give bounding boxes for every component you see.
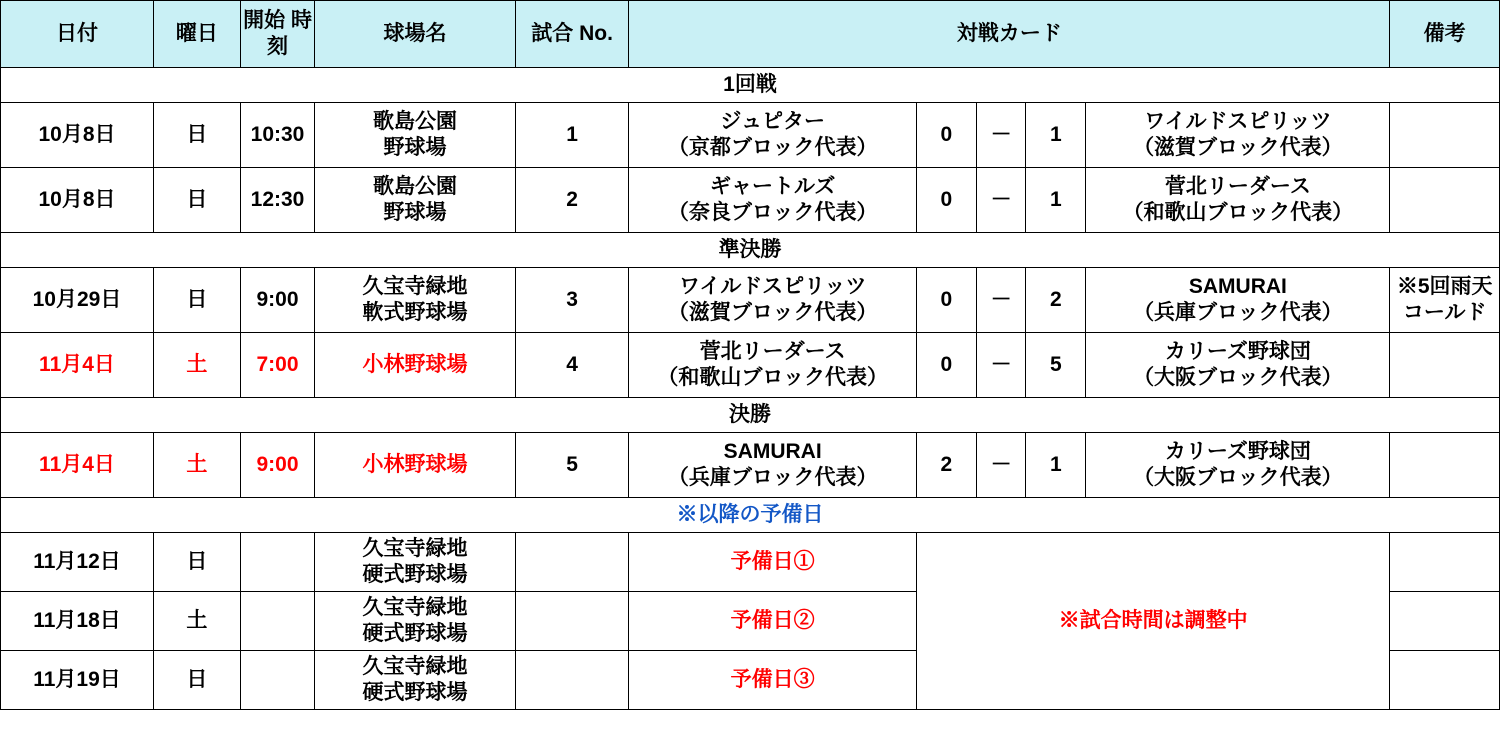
cell-field-line2: 軟式野球場 [362, 301, 468, 324]
team-left-block: （和歌山ブロック代表） [657, 366, 888, 389]
cell-gameno [515, 533, 629, 592]
team-left-name: 菅北リーダース [699, 339, 846, 363]
cell-note [1390, 651, 1500, 710]
header-date: 日付 [1, 1, 154, 68]
cell-score-left: 0 [916, 268, 976, 333]
cell-reserve-label: 予備日① [629, 533, 916, 592]
cell-field-line1: 久宝寺緑地 [362, 595, 468, 619]
cell-note [1390, 168, 1500, 233]
cell-gameno [515, 651, 629, 710]
team-left-block: （兵庫ブロック代表） [667, 466, 878, 489]
cell-note [1390, 533, 1500, 592]
cell-team-right [1086, 268, 1390, 333]
cell-gameno: 4 [515, 333, 629, 398]
team-right-name: カリーズ野球団 [1164, 339, 1311, 363]
cell-note [1390, 103, 1500, 168]
cell-gameno [515, 592, 629, 651]
team-left-name: ジュピター [720, 109, 825, 133]
cell-team-left [629, 168, 916, 233]
cell-dash: － [976, 268, 1026, 333]
cell-field-line2: 硬式野球場 [362, 563, 468, 586]
table-row [1, 168, 1500, 233]
cell-note [1390, 592, 1500, 651]
header-starttime-line2: 時刻 [267, 8, 312, 58]
section-row-reserve [1, 498, 1500, 533]
section-row-final [1, 398, 1500, 433]
cell-score-right: 5 [1026, 333, 1086, 398]
cell-team-right [1086, 433, 1390, 498]
team-left-block: （京都ブロック代表） [667, 136, 878, 159]
cell-starttime: 12:30 [240, 168, 314, 233]
cell-team-left [629, 433, 916, 498]
table-row [1, 433, 1500, 498]
cell-dash: － [976, 433, 1026, 498]
header-dayofweek: 曜日 [153, 1, 240, 68]
table-header-row [1, 1, 1500, 68]
section-label: 準決勝 [1, 233, 1500, 268]
team-left-name: SAMURAI [723, 439, 822, 463]
cell-starttime: 9:00 [240, 268, 314, 333]
cell-date: 11月18日 [1, 592, 154, 651]
cell-score-right: 1 [1026, 168, 1086, 233]
team-left-name: ギャートルズ [709, 174, 836, 198]
table-row [1, 268, 1500, 333]
cell-field-line2: 野球場 [383, 201, 447, 224]
cell-field-line2: 硬式野球場 [362, 622, 468, 645]
cell-gameno: 5 [515, 433, 629, 498]
cell-note [1390, 268, 1500, 333]
cell-field-line2: 硬式野球場 [362, 681, 468, 704]
cell-dayofweek: 日 [153, 168, 240, 233]
team-right-name: ワイルドスピリッツ [1144, 109, 1332, 133]
cell-team-left [629, 268, 916, 333]
cell-note-line2: コールド [1402, 301, 1487, 324]
cell-starttime [240, 592, 314, 651]
cell-dayofweek: 日 [153, 103, 240, 168]
cell-reserve-label: 予備日② [629, 592, 916, 651]
section-label: ※以降の予備日 [1, 498, 1500, 533]
cell-dayofweek: 日 [153, 268, 240, 333]
cell-date: 11月19日 [1, 651, 154, 710]
cell-field-line1: 小林野球場 [362, 452, 468, 476]
cell-starttime [240, 651, 314, 710]
cell-field [315, 533, 516, 592]
cell-dayofweek: 日 [153, 651, 240, 710]
cell-dayofweek: 土 [153, 333, 240, 398]
cell-team-left [629, 103, 916, 168]
cell-starttime: 9:00 [240, 433, 314, 498]
cell-field-line1: 久宝寺緑地 [362, 274, 468, 298]
cell-team-right [1086, 168, 1390, 233]
cell-field-line2: 野球場 [383, 136, 447, 159]
section-label: 決勝 [1, 398, 1500, 433]
cell-score-right: 2 [1026, 268, 1086, 333]
header-note: 備考 [1390, 1, 1500, 68]
cell-field [315, 592, 516, 651]
section-label: 1回戦 [1, 68, 1500, 103]
section-row-semifinal [1, 233, 1500, 268]
cell-dash: － [976, 333, 1026, 398]
cell-score-left: 2 [916, 433, 976, 498]
team-right-block: （和歌山ブロック代表） [1122, 201, 1354, 224]
cell-score-right: 1 [1026, 433, 1086, 498]
cell-score-left: 0 [916, 103, 976, 168]
table-row [1, 103, 1500, 168]
team-right-block: （大阪ブロック代表） [1133, 366, 1343, 389]
team-right-name: カリーズ野球団 [1164, 439, 1311, 463]
header-gameno [515, 1, 629, 68]
cell-note [1390, 433, 1500, 498]
header-gameno-line2: No. [579, 21, 613, 45]
cell-field [315, 433, 516, 498]
cell-date: 10月8日 [1, 168, 154, 233]
cell-date: 11月12日 [1, 533, 154, 592]
cell-field [315, 103, 516, 168]
header-matchcard: 対戦カード [629, 1, 1390, 68]
cell-gameno: 2 [515, 168, 629, 233]
cell-date: 10月8日 [1, 103, 154, 168]
cell-dayofweek: 土 [153, 592, 240, 651]
table-row [1, 333, 1500, 398]
cell-team-right [1086, 103, 1390, 168]
table-row [1, 533, 1500, 592]
cell-note [1390, 333, 1500, 398]
cell-score-right: 1 [1026, 103, 1086, 168]
team-right-block: （滋賀ブロック代表） [1133, 136, 1343, 159]
cell-field-line1: 小林野球場 [362, 352, 468, 376]
cell-field [315, 168, 516, 233]
cell-date: 11月4日 [1, 333, 154, 398]
cell-field-line1: 歌島公園 [373, 109, 457, 133]
cell-team-right [1086, 333, 1390, 398]
cell-field-line1: 久宝寺緑地 [362, 536, 468, 560]
cell-reserve-label: 予備日③ [629, 651, 916, 710]
cell-dash: － [976, 168, 1026, 233]
cell-field [315, 651, 516, 710]
cell-field-line1: 久宝寺緑地 [362, 654, 468, 678]
cell-dash: － [976, 103, 1026, 168]
cell-date: 11月4日 [1, 433, 154, 498]
cell-score-left: 0 [916, 333, 976, 398]
header-field: 球場名 [315, 1, 516, 68]
cell-field-line1: 歌島公園 [373, 174, 457, 198]
cell-gameno: 3 [515, 268, 629, 333]
cell-dayofweek: 日 [153, 533, 240, 592]
team-left-block: （滋賀ブロック代表） [667, 301, 878, 324]
team-right-block: （兵庫ブロック代表） [1133, 301, 1343, 324]
team-right-block: （大阪ブロック代表） [1133, 466, 1343, 489]
header-starttime-line1: 開始 [243, 8, 286, 32]
section-row-round1 [1, 68, 1500, 103]
cell-starttime [240, 533, 314, 592]
cell-time-adjusting-note: ※試合時間は調整中 [916, 533, 1390, 710]
cell-score-left: 0 [916, 168, 976, 233]
team-left-name: ワイルドスピリッツ [679, 274, 867, 298]
cell-field [315, 333, 516, 398]
cell-field [315, 268, 516, 333]
cell-note-line1: ※5回雨天 [1396, 274, 1493, 298]
cell-starttime: 7:00 [240, 333, 314, 398]
cell-team-left [629, 333, 916, 398]
header-gameno-line1: 試合 [531, 21, 574, 45]
header-starttime [240, 1, 314, 68]
cell-starttime: 10:30 [240, 103, 314, 168]
team-left-block: （奈良ブロック代表） [667, 201, 878, 224]
team-right-name: 菅北リーダース [1164, 174, 1311, 198]
cell-gameno: 1 [515, 103, 629, 168]
cell-dayofweek: 土 [153, 433, 240, 498]
cell-date: 10月29日 [1, 268, 154, 333]
team-right-name: SAMURAI [1188, 274, 1287, 298]
